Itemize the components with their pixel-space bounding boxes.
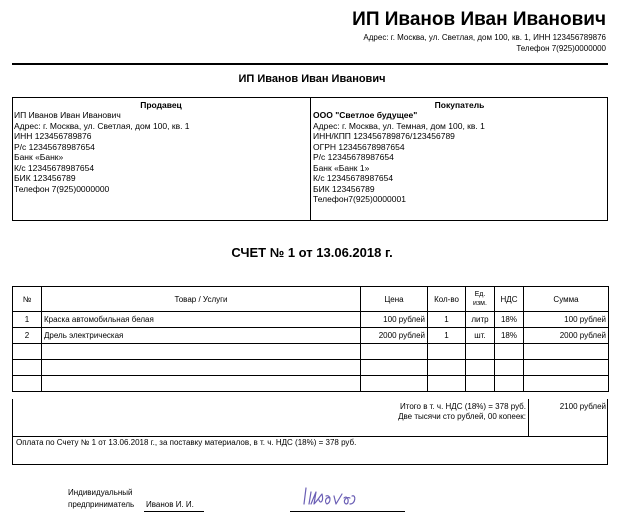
cell-empty	[13, 360, 42, 376]
seller-block	[14, 100, 308, 194]
cell-price: 2000 рублей	[361, 328, 428, 344]
seller-line: ИП Иванов Иван Иванович	[14, 110, 121, 120]
cell-sum: 2000 рублей	[524, 328, 609, 344]
seller-line: Банк «Банк»	[14, 152, 64, 162]
cell-item: Краска автомобильная белая	[42, 312, 361, 328]
company-name-header: ИП Иванов Иван Иванович	[352, 9, 606, 30]
column-header: Ед. изм.	[466, 287, 495, 312]
table-row	[13, 312, 609, 328]
cell-empty	[361, 360, 428, 376]
column-header: №	[13, 287, 42, 312]
company-address-header: Адрес: г. Москва, ул. Светлая, дом 100, кв. 1, ИНН 123456789876	[363, 33, 606, 42]
cell-empty	[495, 360, 524, 376]
seller-line: ИНН 123456789876	[14, 131, 92, 141]
column-header: Цена	[361, 287, 428, 312]
totals-vat-line: Итого в т. ч. НДС (18%) = 378 руб.	[400, 402, 526, 411]
buyer-line: ИНН/КПП 123456789876/123456789	[313, 131, 455, 141]
cell-empty	[428, 376, 466, 392]
buyer-title: Покупатель	[434, 100, 485, 110]
cell-empty	[428, 344, 466, 360]
cell-empty	[524, 360, 609, 376]
buyer-line: Р/с 12345678987654	[313, 152, 394, 162]
cell-empty	[42, 376, 361, 392]
seller-line: К/с 12345678987654	[14, 162, 95, 173]
parties-divider	[310, 97, 311, 221]
sub-company-name: ИП Иванов Иван Иванович	[238, 73, 386, 85]
column-header: Товар / Услуги	[42, 287, 361, 312]
seller-line: Телефон 7(925)0000000	[14, 183, 110, 194]
payment-note: Оплата по Счету № 1 от 13.06.2018 г., за поставку материалов, в т. ч. НДС (18%) = 378 руб.	[16, 438, 357, 447]
table-row	[13, 344, 609, 360]
cell-unit: шт.	[466, 328, 495, 344]
cell-empty	[361, 344, 428, 360]
table-row	[13, 376, 609, 392]
totals-divider	[528, 399, 529, 437]
invoice-title: СЧЕТ № 1 от 13.06.2018 г.	[231, 245, 393, 260]
signatory-name: Иванов И. И.	[146, 500, 194, 509]
cell-empty	[42, 344, 361, 360]
cell-price: 100 рублей	[361, 312, 428, 328]
cell-empty	[42, 360, 361, 376]
cell-qty: 1	[428, 312, 466, 328]
seller-title: Продавец	[140, 100, 182, 110]
buyer-line: ОГРН 12345678987654	[313, 141, 405, 152]
cell-vat: 18%	[495, 328, 524, 344]
handwritten-signature	[300, 482, 360, 510]
cell-sum: 100 рублей	[524, 312, 609, 328]
column-header: Сумма	[524, 287, 609, 312]
cell-empty	[495, 376, 524, 392]
seller-line: БИК 123456789	[14, 173, 76, 183]
cell-number: 2	[13, 328, 42, 344]
cell-qty: 1	[428, 328, 466, 344]
signatory-role-line2: предприниматель	[68, 500, 135, 509]
cell-empty	[13, 376, 42, 392]
cell-unit: литр	[466, 312, 495, 328]
cell-empty	[361, 376, 428, 392]
buyer-line: Адрес: г. Москва, ул. Темная, дом 100, кв. 1	[313, 120, 485, 131]
seller-line: Р/с 12345678987654	[14, 141, 95, 152]
table-row	[13, 328, 609, 344]
cell-empty	[466, 344, 495, 360]
signature-underline	[290, 511, 405, 512]
cell-item: Дрель электрическая	[42, 328, 361, 344]
seller-line: Адрес: г. Москва, ул. Светлая, дом 100, кв. 1	[14, 120, 190, 131]
cell-empty	[495, 344, 524, 360]
header-divider	[12, 63, 608, 65]
items-table	[12, 286, 609, 392]
buyer-block	[313, 100, 606, 205]
totals-words-line: Две тысячи сто рублей, 00 копеек:	[398, 412, 526, 421]
cell-empty	[13, 344, 42, 360]
company-phone-header: Телефон 7(925)0000000	[516, 44, 606, 53]
cell-number: 1	[13, 312, 42, 328]
buyer-line: Банк «Банк 1»	[313, 162, 370, 173]
signatory-role-line1: Индивидуальный	[68, 488, 133, 497]
buyer-line: БИК 123456789	[313, 183, 375, 194]
buyer-line: ООО "Светлое будущее"	[313, 110, 418, 120]
cell-empty	[524, 376, 609, 392]
cell-empty	[466, 360, 495, 376]
name-underline	[144, 511, 204, 512]
column-header: Кол-во	[428, 287, 466, 312]
cell-empty	[466, 376, 495, 392]
cell-empty	[428, 360, 466, 376]
table-row	[13, 360, 609, 376]
cell-empty	[524, 344, 609, 360]
totals-amount: 2100 рублей	[559, 402, 606, 411]
buyer-line: К/с 12345678987654	[313, 173, 394, 183]
table-header-row	[13, 287, 609, 312]
column-header: НДС	[495, 287, 524, 312]
cell-vat: 18%	[495, 312, 524, 328]
buyer-line: Телефон7(925)0000001	[313, 194, 406, 204]
